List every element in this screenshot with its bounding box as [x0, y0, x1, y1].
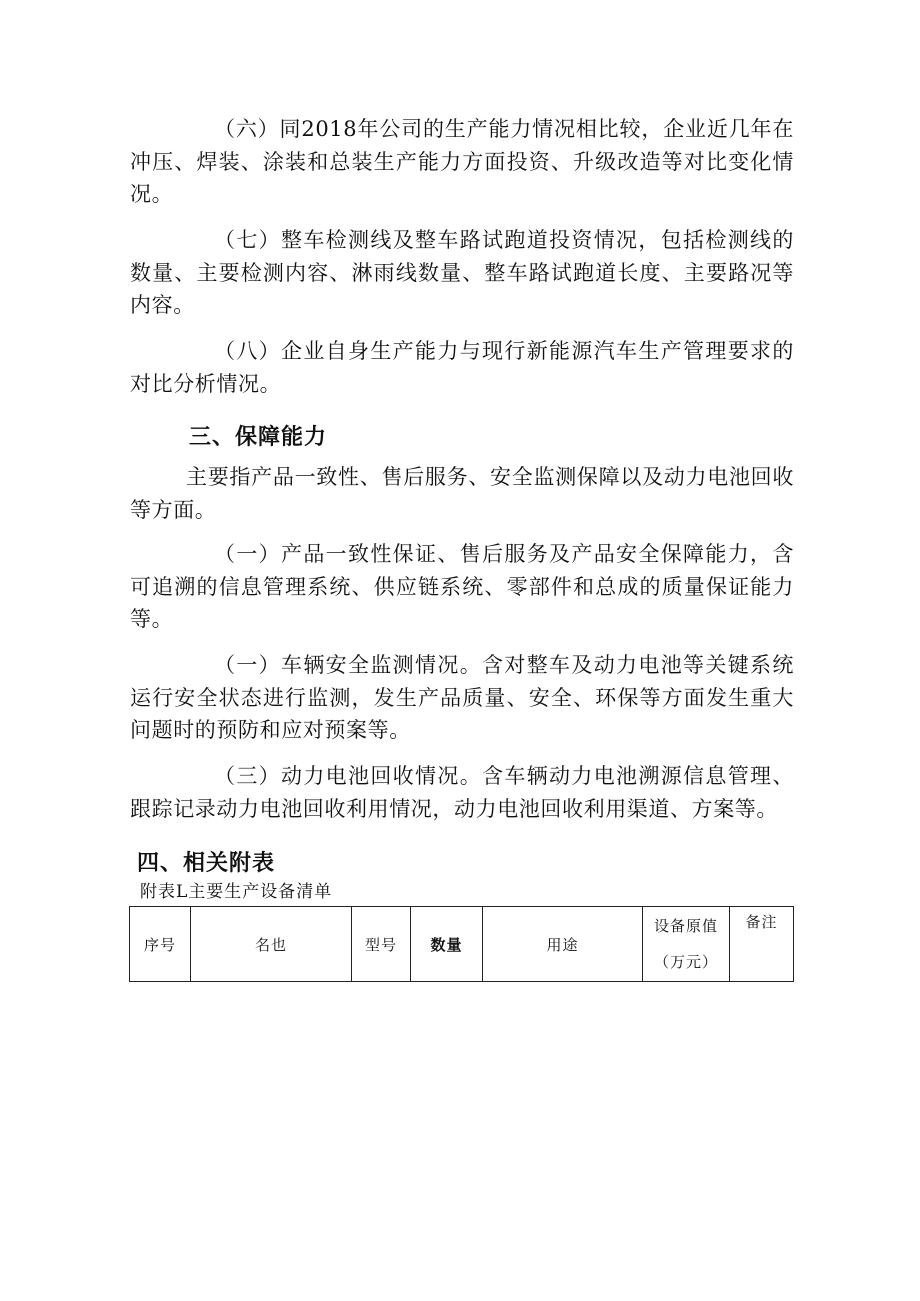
column-header-remarks: 备注: [730, 907, 794, 982]
section-three-intro: 主要指产品一致性、售后服务、安全监测保障以及动力电池回收等方面。: [130, 465, 794, 522]
column-header-seq: 序号: [130, 907, 191, 982]
column-header-model: 型号: [352, 907, 411, 982]
column-header-quantity: 数量: [411, 907, 483, 982]
paragraph-six: （六）同2018年公司的生产能力情况相比较，企业近几年在冲压、焊装、涂装和总装生产能力方面投资、升级改造等对比变化情况。: [130, 117, 794, 206]
section-three-heading: 三、保障能力: [189, 425, 328, 450]
column-header-name: 名也: [191, 907, 352, 982]
equipment-table: [129, 906, 794, 982]
column-header-value-line2: （万元）: [653, 953, 718, 971]
column-header-value-line1: 设备原值: [653, 917, 718, 935]
paragraph-eight: （八）企业自身生产能力与现行新能源汽车生产管理要求的对比分析情况。: [130, 339, 794, 396]
column-header-usage: 用途: [483, 907, 643, 982]
paragraph-seven: （七）整车检测线及整车路试跑道投资情况，包括检测线的数量、主要检测内容、淋雨线数量、整车路试跑道长度、主要路况等内容。: [130, 228, 794, 317]
section-three-item-three: （三）动力电池回收情况。含车辆动力电池溯源信息管理、跟踪记录动力电池回收利用情况，动力电池回收利用渠道、方案等。: [130, 764, 794, 821]
section-three-item-one: （一）产品一致性保证、售后服务及产品安全保障能力，含可追溯的信息管理系统、供应链系统、零部件和总成的质量保证能力等。: [130, 542, 794, 631]
section-three-item-two: （一）车辆安全监测情况。含对整车及动力电池等关键系统运行安全状态进行监测，发生产品质量、安全、环保等方面发生重大问题时的预防和应对预案等。: [130, 653, 794, 742]
section-four-heading: 四、相关附表: [137, 851, 276, 876]
column-header-value: [643, 907, 730, 982]
table-caption: 附表L主要生产设备清单: [140, 882, 333, 902]
table-header-row: [130, 907, 794, 982]
